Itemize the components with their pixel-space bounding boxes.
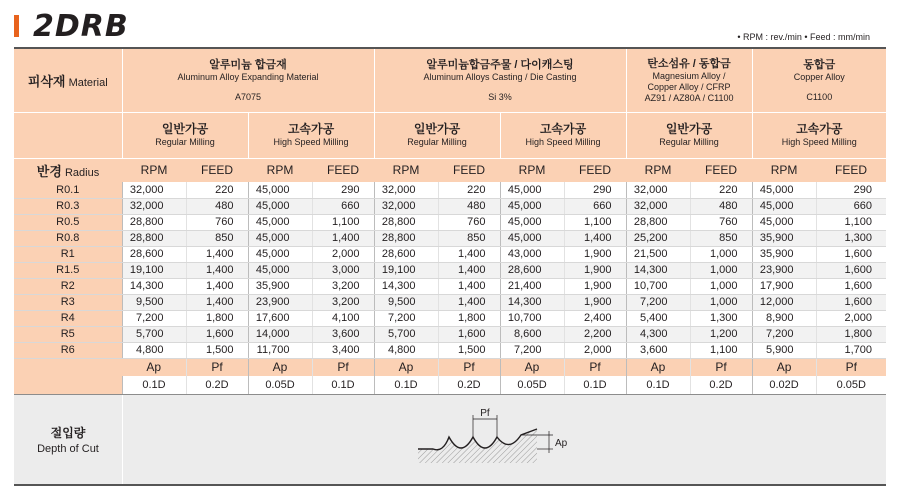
feed-cell: 760 (186, 214, 248, 230)
ap-pf-header-row (14, 358, 886, 376)
feed-cell: 1,300 (816, 230, 886, 246)
rpm-cell: 43,000 (500, 246, 564, 262)
feed-cell: 2,000 (564, 342, 626, 358)
feed-cell: 1,700 (816, 342, 886, 358)
rpm-cell: 32,000 (374, 182, 438, 198)
rpm-cell: 7,200 (122, 310, 186, 326)
material-group-1 (122, 48, 374, 112)
material-grade: Si 3% (488, 91, 512, 102)
feed-cell: 1,400 (312, 230, 374, 246)
feed-cell: 660 (816, 198, 886, 214)
cutting-conditions-table (14, 47, 886, 395)
feed-cell: 660 (564, 198, 626, 214)
units-note: • RPM : rev./min • Feed : mm/min (737, 32, 870, 42)
workpiece-hatch (418, 429, 537, 463)
rpm-cell: 10,700 (626, 278, 690, 294)
feed-cell: 2,200 (564, 326, 626, 342)
rpm-cell: 45,000 (500, 214, 564, 230)
table-row (14, 294, 886, 310)
pf-header: Pf (438, 358, 500, 376)
feed-cell: 1,900 (564, 294, 626, 310)
rpm-cell: 7,200 (374, 310, 438, 326)
rpm-cell: 17,900 (752, 278, 816, 294)
feed-cell: 1,800 (816, 326, 886, 342)
pf-header: Pf (312, 358, 374, 376)
rpm-cell: 8,600 (500, 326, 564, 342)
pf-header: Pf (186, 358, 248, 376)
feed-cell: 1,100 (564, 214, 626, 230)
feed-cell: 480 (186, 198, 248, 214)
material-label-ko: 피삭재 (27, 73, 66, 89)
material-name-ko: 알루미늄 합금재 (209, 58, 287, 71)
material-group-3 (626, 48, 752, 112)
material-name-en-line1: Magnesium Alloy / (652, 70, 726, 81)
ap-value: 0.1D (122, 376, 186, 394)
feed-cell: 3,200 (312, 294, 374, 310)
rpm-cell: 45,000 (500, 230, 564, 246)
rpm-cell: 45,000 (500, 182, 564, 198)
feed-header: FEED (690, 158, 752, 182)
feed-cell: 2,000 (312, 246, 374, 262)
title-bar (14, 8, 129, 44)
feed-cell: 480 (690, 198, 752, 214)
ap-header: Ap (374, 358, 438, 376)
rpm-cell: 5,700 (122, 326, 186, 342)
ap-value: 0.05D (500, 376, 564, 394)
rpm-cell: 45,000 (248, 246, 312, 262)
rpm-cell: 45,000 (752, 198, 816, 214)
rpm-cell: 4,800 (374, 342, 438, 358)
feed-cell: 660 (312, 198, 374, 214)
pf-value: 0.2D (438, 376, 500, 394)
ap-header: Ap (626, 358, 690, 376)
rpm-cell: 21,400 (500, 278, 564, 294)
feed-cell: 1,800 (186, 310, 248, 326)
feed-cell: 290 (312, 182, 374, 198)
feed-cell: 3,200 (312, 278, 374, 294)
feed-cell: 1,000 (690, 246, 752, 262)
rpm-cell: 45,000 (248, 214, 312, 230)
table-row (14, 214, 886, 230)
rpm-cell: 21,500 (626, 246, 690, 262)
feed-cell: 290 (816, 182, 886, 198)
material-grade: C1100 (806, 91, 833, 102)
rpm-cell: 11,700 (248, 342, 312, 358)
rpm-cell: 45,000 (752, 182, 816, 198)
rpm-cell: 9,500 (122, 294, 186, 310)
feed-cell: 1,900 (564, 262, 626, 278)
material-header-row (14, 48, 886, 112)
mode-regular-3: 일반가공 Regular Milling (626, 112, 752, 158)
pf-header: Pf (564, 358, 626, 376)
rpm-header: RPM (500, 158, 564, 182)
ap-header: Ap (500, 358, 564, 376)
feed-cell: 1,400 (564, 230, 626, 246)
ap-pf-values-row (14, 376, 886, 394)
table-row (14, 326, 886, 342)
material-name-ko: 알루미늄합금주물 / 다이캐스팅 (426, 58, 574, 71)
material-name-en: Aluminum Alloy Expanding Material (177, 71, 319, 82)
rpm-cell: 19,100 (374, 262, 438, 278)
ap-header: Ap (122, 358, 186, 376)
material-name-ko: 탄소섬유 / 동합금 (647, 57, 731, 70)
feed-cell: 1,100 (690, 342, 752, 358)
rpm-cell: 45,000 (500, 198, 564, 214)
rpm-cell: 28,800 (374, 230, 438, 246)
ap-value: 0.02D (752, 376, 816, 394)
page-title: 2DRB (33, 8, 129, 44)
material-name-en: Copper Alloy (793, 71, 845, 82)
rpm-cell: 10,700 (500, 310, 564, 326)
rpm-cell: 14,300 (500, 294, 564, 310)
mode-regular-1: 일반가공 Regular Milling (122, 112, 248, 158)
rpm-cell: 45,000 (248, 198, 312, 214)
rpm-cell: 32,000 (122, 182, 186, 198)
feed-cell: 1,300 (690, 310, 752, 326)
rpm-cell: 8,900 (752, 310, 816, 326)
table-row (14, 198, 886, 214)
milling-mode-row (14, 112, 886, 158)
rpm-cell: 28,800 (374, 214, 438, 230)
rpm-cell: 32,000 (626, 198, 690, 214)
ap-dimension-label: Ap (555, 438, 568, 449)
radius-cell: R0.5 (14, 214, 122, 230)
rpm-header: RPM (752, 158, 816, 182)
rpm-cell: 23,900 (248, 294, 312, 310)
feed-cell: 1,600 (816, 246, 886, 262)
table-row (14, 342, 886, 358)
pf-value: 0.05D (816, 376, 886, 394)
blank-cell (14, 112, 122, 158)
blank-cell (14, 358, 122, 394)
feed-cell: 1,600 (816, 278, 886, 294)
rpm-cell: 7,200 (626, 294, 690, 310)
rpm-cell: 14,300 (122, 278, 186, 294)
data-rows (14, 182, 886, 358)
rpm-cell: 28,600 (374, 246, 438, 262)
mode-high-speed-2: 고속가공 High Speed Milling (500, 112, 626, 158)
rpm-cell: 19,100 (122, 262, 186, 278)
feed-cell: 480 (438, 198, 500, 214)
rpm-cell: 28,800 (626, 214, 690, 230)
feed-header: FEED (816, 158, 886, 182)
feed-header: FEED (438, 158, 500, 182)
table-row (14, 182, 886, 198)
mode-high-speed-1: 고속가공 High Speed Milling (248, 112, 374, 158)
feed-cell: 220 (186, 182, 248, 198)
ap-value: 0.1D (374, 376, 438, 394)
depth-of-cut-label (14, 395, 122, 484)
radius-cell: R5 (14, 326, 122, 342)
rpm-cell: 28,600 (122, 246, 186, 262)
rpm-cell: 35,900 (248, 278, 312, 294)
material-name-en-line3: AZ91 / AZ80A / C1100 (644, 92, 734, 103)
feed-cell: 220 (438, 182, 500, 198)
rpm-cell: 4,300 (626, 326, 690, 342)
ap-header: Ap (248, 358, 312, 376)
radius-cell: R1.5 (14, 262, 122, 278)
material-label-en: Material (68, 76, 108, 89)
rpm-cell: 32,000 (626, 182, 690, 198)
feed-cell: 1,400 (186, 262, 248, 278)
feed-cell: 3,000 (312, 262, 374, 278)
feed-cell: 1,000 (690, 294, 752, 310)
feed-cell: 1,400 (186, 246, 248, 262)
feed-cell: 1,800 (438, 310, 500, 326)
rpm-cell: 45,000 (248, 230, 312, 246)
depth-of-cut-diagram (413, 407, 583, 473)
feed-cell: 1,200 (690, 326, 752, 342)
rpm-cell: 45,000 (248, 182, 312, 198)
rpm-cell: 35,900 (752, 246, 816, 262)
rpm-cell: 28,800 (122, 214, 186, 230)
mode-high-speed-3: 고속가공 High Speed Milling (752, 112, 886, 158)
feed-cell: 3,600 (312, 326, 374, 342)
table-row (14, 310, 886, 326)
feed-cell: 1,100 (312, 214, 374, 230)
material-name-ko: 동합금 (803, 58, 836, 71)
material-name-en-line2: Copper Alloy / CFRP (647, 81, 731, 92)
mode-regular-2: 일반가공 Regular Milling (374, 112, 500, 158)
pf-header: Pf (816, 358, 886, 376)
radius-cell: R2 (14, 278, 122, 294)
rpm-header: RPM (374, 158, 438, 182)
material-header-cell (14, 48, 122, 112)
rpm-cell: 7,200 (500, 342, 564, 358)
feed-header: FEED (564, 158, 626, 182)
feed-header: FEED (312, 158, 374, 182)
feed-cell: 1,600 (816, 262, 886, 278)
depth-of-cut-section (14, 394, 886, 486)
feed-cell: 1,400 (438, 294, 500, 310)
rpm-header: RPM (248, 158, 312, 182)
depth-label-ko: 절입량 (50, 426, 86, 440)
feed-cell: 760 (438, 214, 500, 230)
radius-label-en: Radius (64, 166, 100, 179)
rpm-header: RPM (122, 158, 186, 182)
rpm-cell: 17,600 (248, 310, 312, 326)
feed-cell: 2,400 (564, 310, 626, 326)
rpm-cell: 32,000 (122, 198, 186, 214)
rpm-cell: 9,500 (374, 294, 438, 310)
rpm-cell: 25,200 (626, 230, 690, 246)
depth-of-cut-diagram-area (122, 395, 886, 484)
pf-value: 0.1D (564, 376, 626, 394)
rpm-cell: 23,900 (752, 262, 816, 278)
radius-cell: R4 (14, 310, 122, 326)
feed-cell: 3,400 (312, 342, 374, 358)
radius-label-ko: 반경 (36, 163, 62, 179)
feed-cell: 1,600 (816, 294, 886, 310)
table-row (14, 262, 886, 278)
feed-cell: 1,400 (438, 262, 500, 278)
radius-cell: R0.3 (14, 198, 122, 214)
pf-value: 0.2D (186, 376, 248, 394)
table-row (14, 246, 886, 262)
rpm-cell: 35,900 (752, 230, 816, 246)
rpm-cell: 14,300 (626, 262, 690, 278)
rpm-header: RPM (626, 158, 690, 182)
feed-cell: 1,100 (816, 214, 886, 230)
material-group-2 (374, 48, 626, 112)
feed-header: FEED (186, 158, 248, 182)
rpm-cell: 12,000 (752, 294, 816, 310)
rpm-cell: 14,000 (248, 326, 312, 342)
radius-cell: R6 (14, 342, 122, 358)
feed-cell: 850 (186, 230, 248, 246)
title-accent-bar (14, 15, 19, 37)
feed-cell: 1,600 (438, 326, 500, 342)
radius-cell: R1 (14, 246, 122, 262)
feed-cell: 1,900 (564, 278, 626, 294)
pf-value: 0.1D (312, 376, 374, 394)
feed-cell: 760 (690, 214, 752, 230)
feed-cell: 1,400 (186, 278, 248, 294)
rpm-cell: 14,300 (374, 278, 438, 294)
feed-cell: 850 (690, 230, 752, 246)
table-row (14, 278, 886, 294)
feed-cell: 1,400 (438, 278, 500, 294)
feed-cell: 1,000 (690, 278, 752, 294)
feed-cell: 1,400 (186, 294, 248, 310)
ap-header: Ap (752, 358, 816, 376)
rpm-cell: 4,800 (122, 342, 186, 358)
feed-cell: 290 (564, 182, 626, 198)
pf-header: Pf (690, 358, 752, 376)
pf-dimension-label: Pf (480, 408, 490, 419)
column-header-row (14, 158, 886, 182)
rpm-cell: 32,000 (374, 198, 438, 214)
table-row (14, 230, 886, 246)
feed-cell: 1,500 (438, 342, 500, 358)
rpm-cell: 5,400 (626, 310, 690, 326)
feed-cell: 2,000 (816, 310, 886, 326)
feed-cell: 1,000 (690, 262, 752, 278)
feed-cell: 1,500 (186, 342, 248, 358)
radius-cell: R3 (14, 294, 122, 310)
rpm-cell: 28,800 (122, 230, 186, 246)
rpm-cell: 5,700 (374, 326, 438, 342)
feed-cell: 4,100 (312, 310, 374, 326)
feed-cell: 1,900 (564, 246, 626, 262)
rpm-cell: 45,000 (248, 262, 312, 278)
feed-cell: 1,600 (186, 326, 248, 342)
feed-cell: 1,400 (438, 246, 500, 262)
feed-cell: 220 (690, 182, 752, 198)
rpm-cell: 5,900 (752, 342, 816, 358)
rpm-cell: 45,000 (752, 214, 816, 230)
ap-value: 0.05D (248, 376, 312, 394)
material-group-4 (752, 48, 886, 112)
ap-value: 0.1D (626, 376, 690, 394)
radius-cell: R0.8 (14, 230, 122, 246)
material-name-en: Aluminum Alloys Casting / Die Casting (423, 71, 577, 82)
radius-header-cell (14, 158, 122, 182)
radius-cell: R0.1 (14, 182, 122, 198)
depth-label-en: Depth of Cut (37, 443, 99, 455)
rpm-cell: 7,200 (752, 326, 816, 342)
pf-value: 0.2D (690, 376, 752, 394)
rpm-cell: 3,600 (626, 342, 690, 358)
rpm-cell: 28,600 (500, 262, 564, 278)
feed-cell: 850 (438, 230, 500, 246)
material-grade: A7075 (234, 91, 262, 102)
